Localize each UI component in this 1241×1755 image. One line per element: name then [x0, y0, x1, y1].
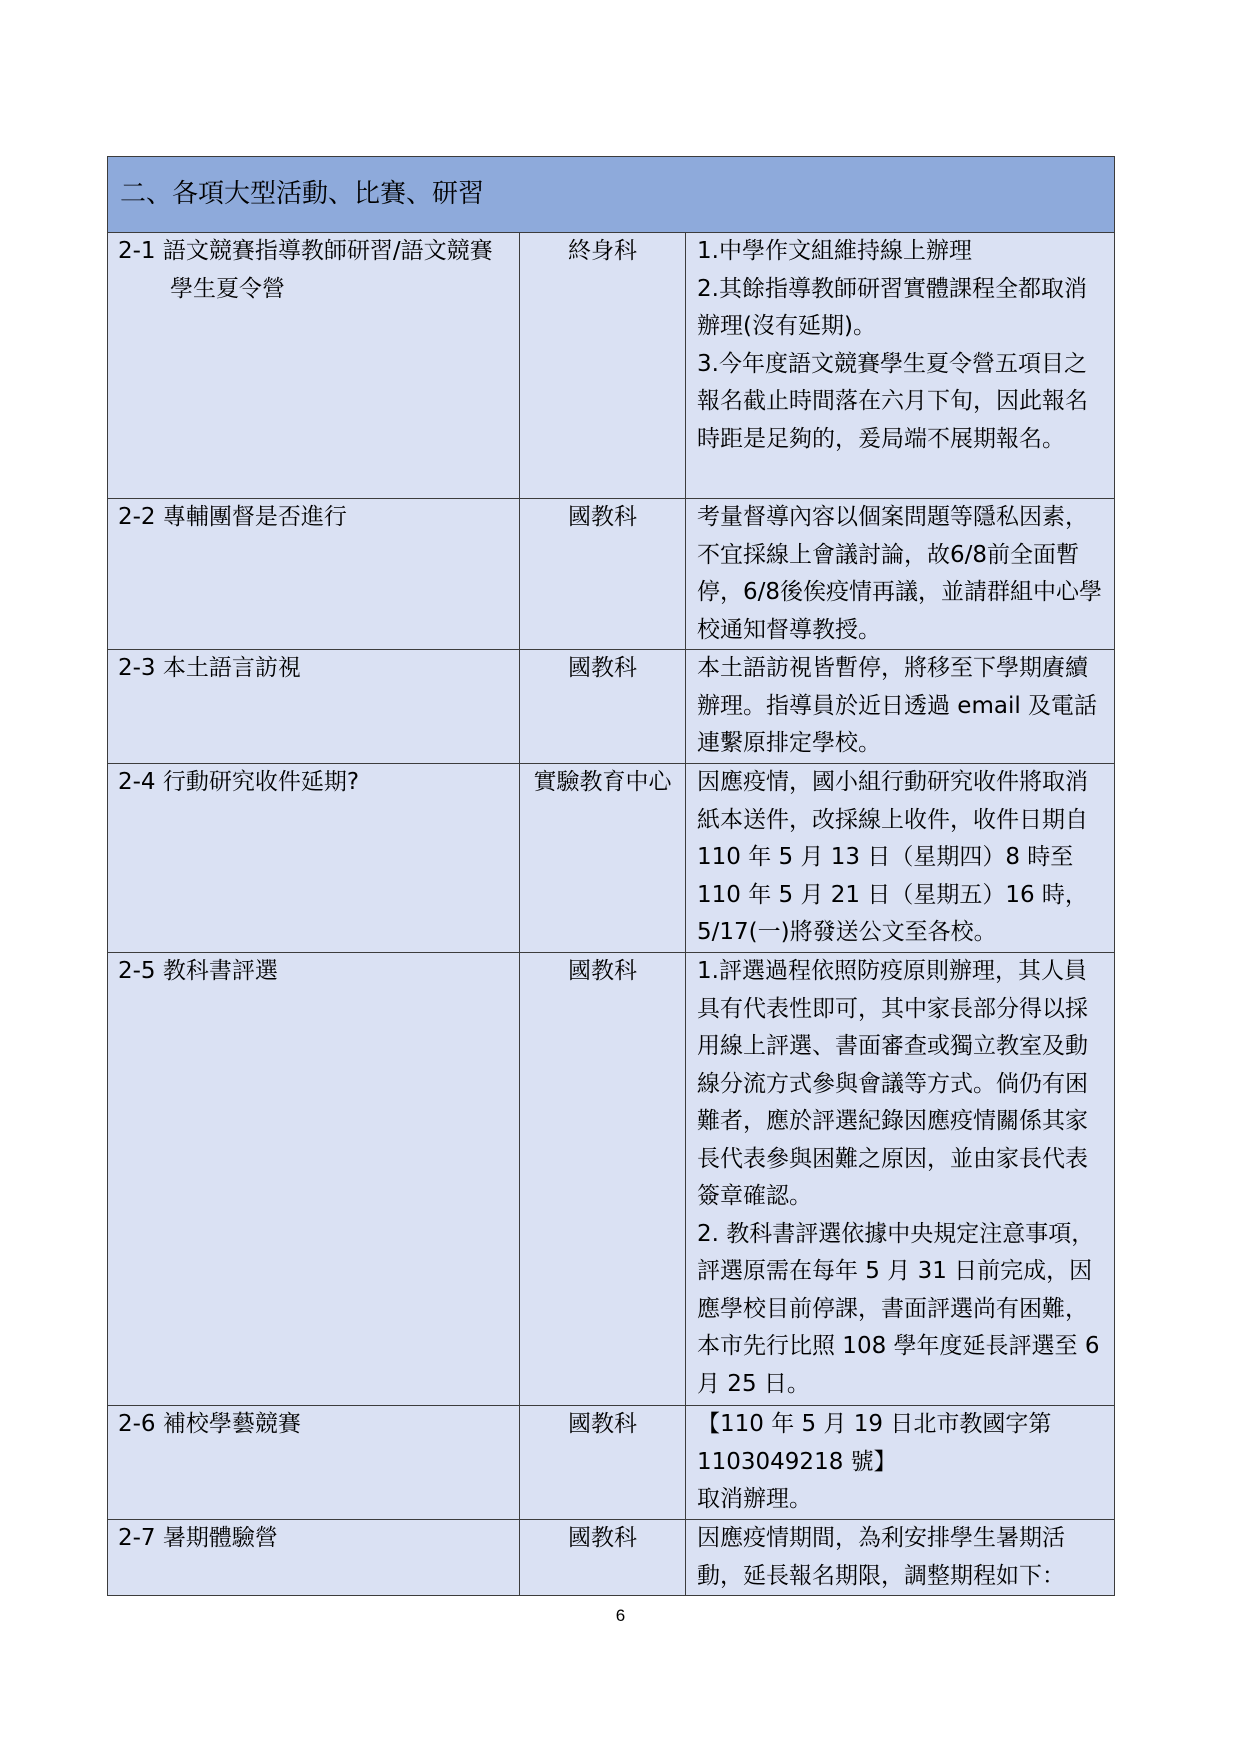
department-cell	[520, 650, 686, 764]
section-header-row	[108, 157, 1115, 233]
description-paragraph: 取消辦理。	[697, 1486, 812, 1512]
department: 國教科	[568, 1525, 637, 1551]
item-cell	[108, 1406, 520, 1520]
description-paragraph: 本土語訪視皆暫停，將移至下學期賡續辦理。指導員於近日透過 email 及電話連繫原排定學校。	[697, 655, 1098, 756]
item-title: 2-3 本土語言訪視	[118, 655, 301, 681]
table-row	[108, 953, 1115, 1406]
department: 終身科	[568, 238, 637, 264]
description-cell	[686, 764, 1115, 953]
department: 國教科	[568, 1411, 637, 1437]
description-cell	[686, 1520, 1115, 1596]
item-title: 2-7 暑期體驗營	[118, 1525, 278, 1551]
description-paragraph: 1.中學作文組維持線上辦理	[697, 238, 972, 264]
description-cell	[686, 1406, 1115, 1520]
description-paragraph: 考量督導內容以個案問題等隱私因素，不宜採線上會議討論，故6/8前全面暫停，6/8後俟疫情再議，並請群組中心學校通知督導教授。	[697, 504, 1103, 643]
table-row	[108, 1520, 1115, 1596]
description-cell	[686, 499, 1115, 650]
description-cell	[686, 953, 1115, 1406]
department-cell	[520, 764, 686, 953]
department-cell	[520, 1520, 686, 1596]
department: 國教科	[568, 655, 637, 681]
item-title: 2-5 教科書評選	[118, 958, 278, 984]
description-paragraph: 因應疫情期間，為利安排學生暑期活動，延長報名期限，調整期程如下：	[697, 1525, 1065, 1589]
item-cell	[108, 953, 520, 1406]
description-cell	[686, 233, 1115, 499]
description-paragraph: 因應疫情，國小組行動研究收件將取消紙本送件，改採線上收件，收件日期自 110 年 5 月 13 日（星期四）8 時至 110 年 5 月 21 日（星期五）16 時，5/17(一)將發送公文至各校。	[697, 769, 1088, 945]
item-cell	[108, 499, 520, 650]
table-row	[108, 499, 1115, 650]
description-cell	[686, 650, 1115, 764]
department: 實驗教育中心	[533, 769, 672, 795]
item-title: 2-2 專輔團督是否進行	[118, 504, 347, 530]
item-cell	[108, 233, 520, 499]
table-row	[108, 650, 1115, 764]
page-number: 6	[615, 1606, 626, 1625]
department-cell	[520, 233, 686, 499]
item-title: 2-1 語文競賽指導教師研習/語文競賽學生夏令營	[118, 238, 493, 302]
table-row	[108, 1406, 1115, 1520]
description-paragraph: 【110 年 5 月 19 日北市教國字第 1103049218 號】	[697, 1411, 1052, 1475]
description-paragraph: 1.評選過程依照防疫原則辦理，其人員具有代表性即可，其中家長部分得以採用線上評選、書面審查或獨立教室及動線分流方式參與會議等方式。倘仍有困難者，應於評選紀錄因應疫情關係其家長代表參與困難之原因，並由家長代表簽章確認。	[697, 958, 1088, 1209]
item-title: 2-4 行動研究收件延期?	[118, 769, 360, 795]
description-paragraph: 2.其餘指導教師研習實體課程全都取消辦理(沒有延期)。	[697, 275, 1087, 339]
department-cell	[520, 953, 686, 1406]
department: 國教科	[568, 958, 637, 984]
item-cell	[108, 650, 520, 764]
item-cell	[108, 1520, 520, 1596]
department-cell	[520, 1406, 686, 1520]
item-cell	[108, 764, 520, 953]
department-cell	[520, 499, 686, 650]
description-paragraph: 2. 教科書評選依據中央規定注意事項，評選原需在每年 5 月 31 日前完成，因應學校目前停課，書面評選尚有困難，本市先行比照 108 學年度延長評選至 6 月 25 日。	[697, 1220, 1100, 1397]
activities-table	[107, 156, 1115, 1596]
table-row	[108, 764, 1115, 953]
section-title: 二、各項大型活動、比賽、研習	[108, 157, 1115, 233]
description-paragraph: 3.今年度語文競賽學生夏令營五項目之報名截止時間落在六月下旬，因此報名時距是足夠的，爰局端不展期報名。	[697, 350, 1088, 452]
table-row	[108, 233, 1115, 499]
department: 國教科	[568, 504, 637, 530]
item-title: 2-6 補校學藝競賽	[118, 1411, 301, 1437]
